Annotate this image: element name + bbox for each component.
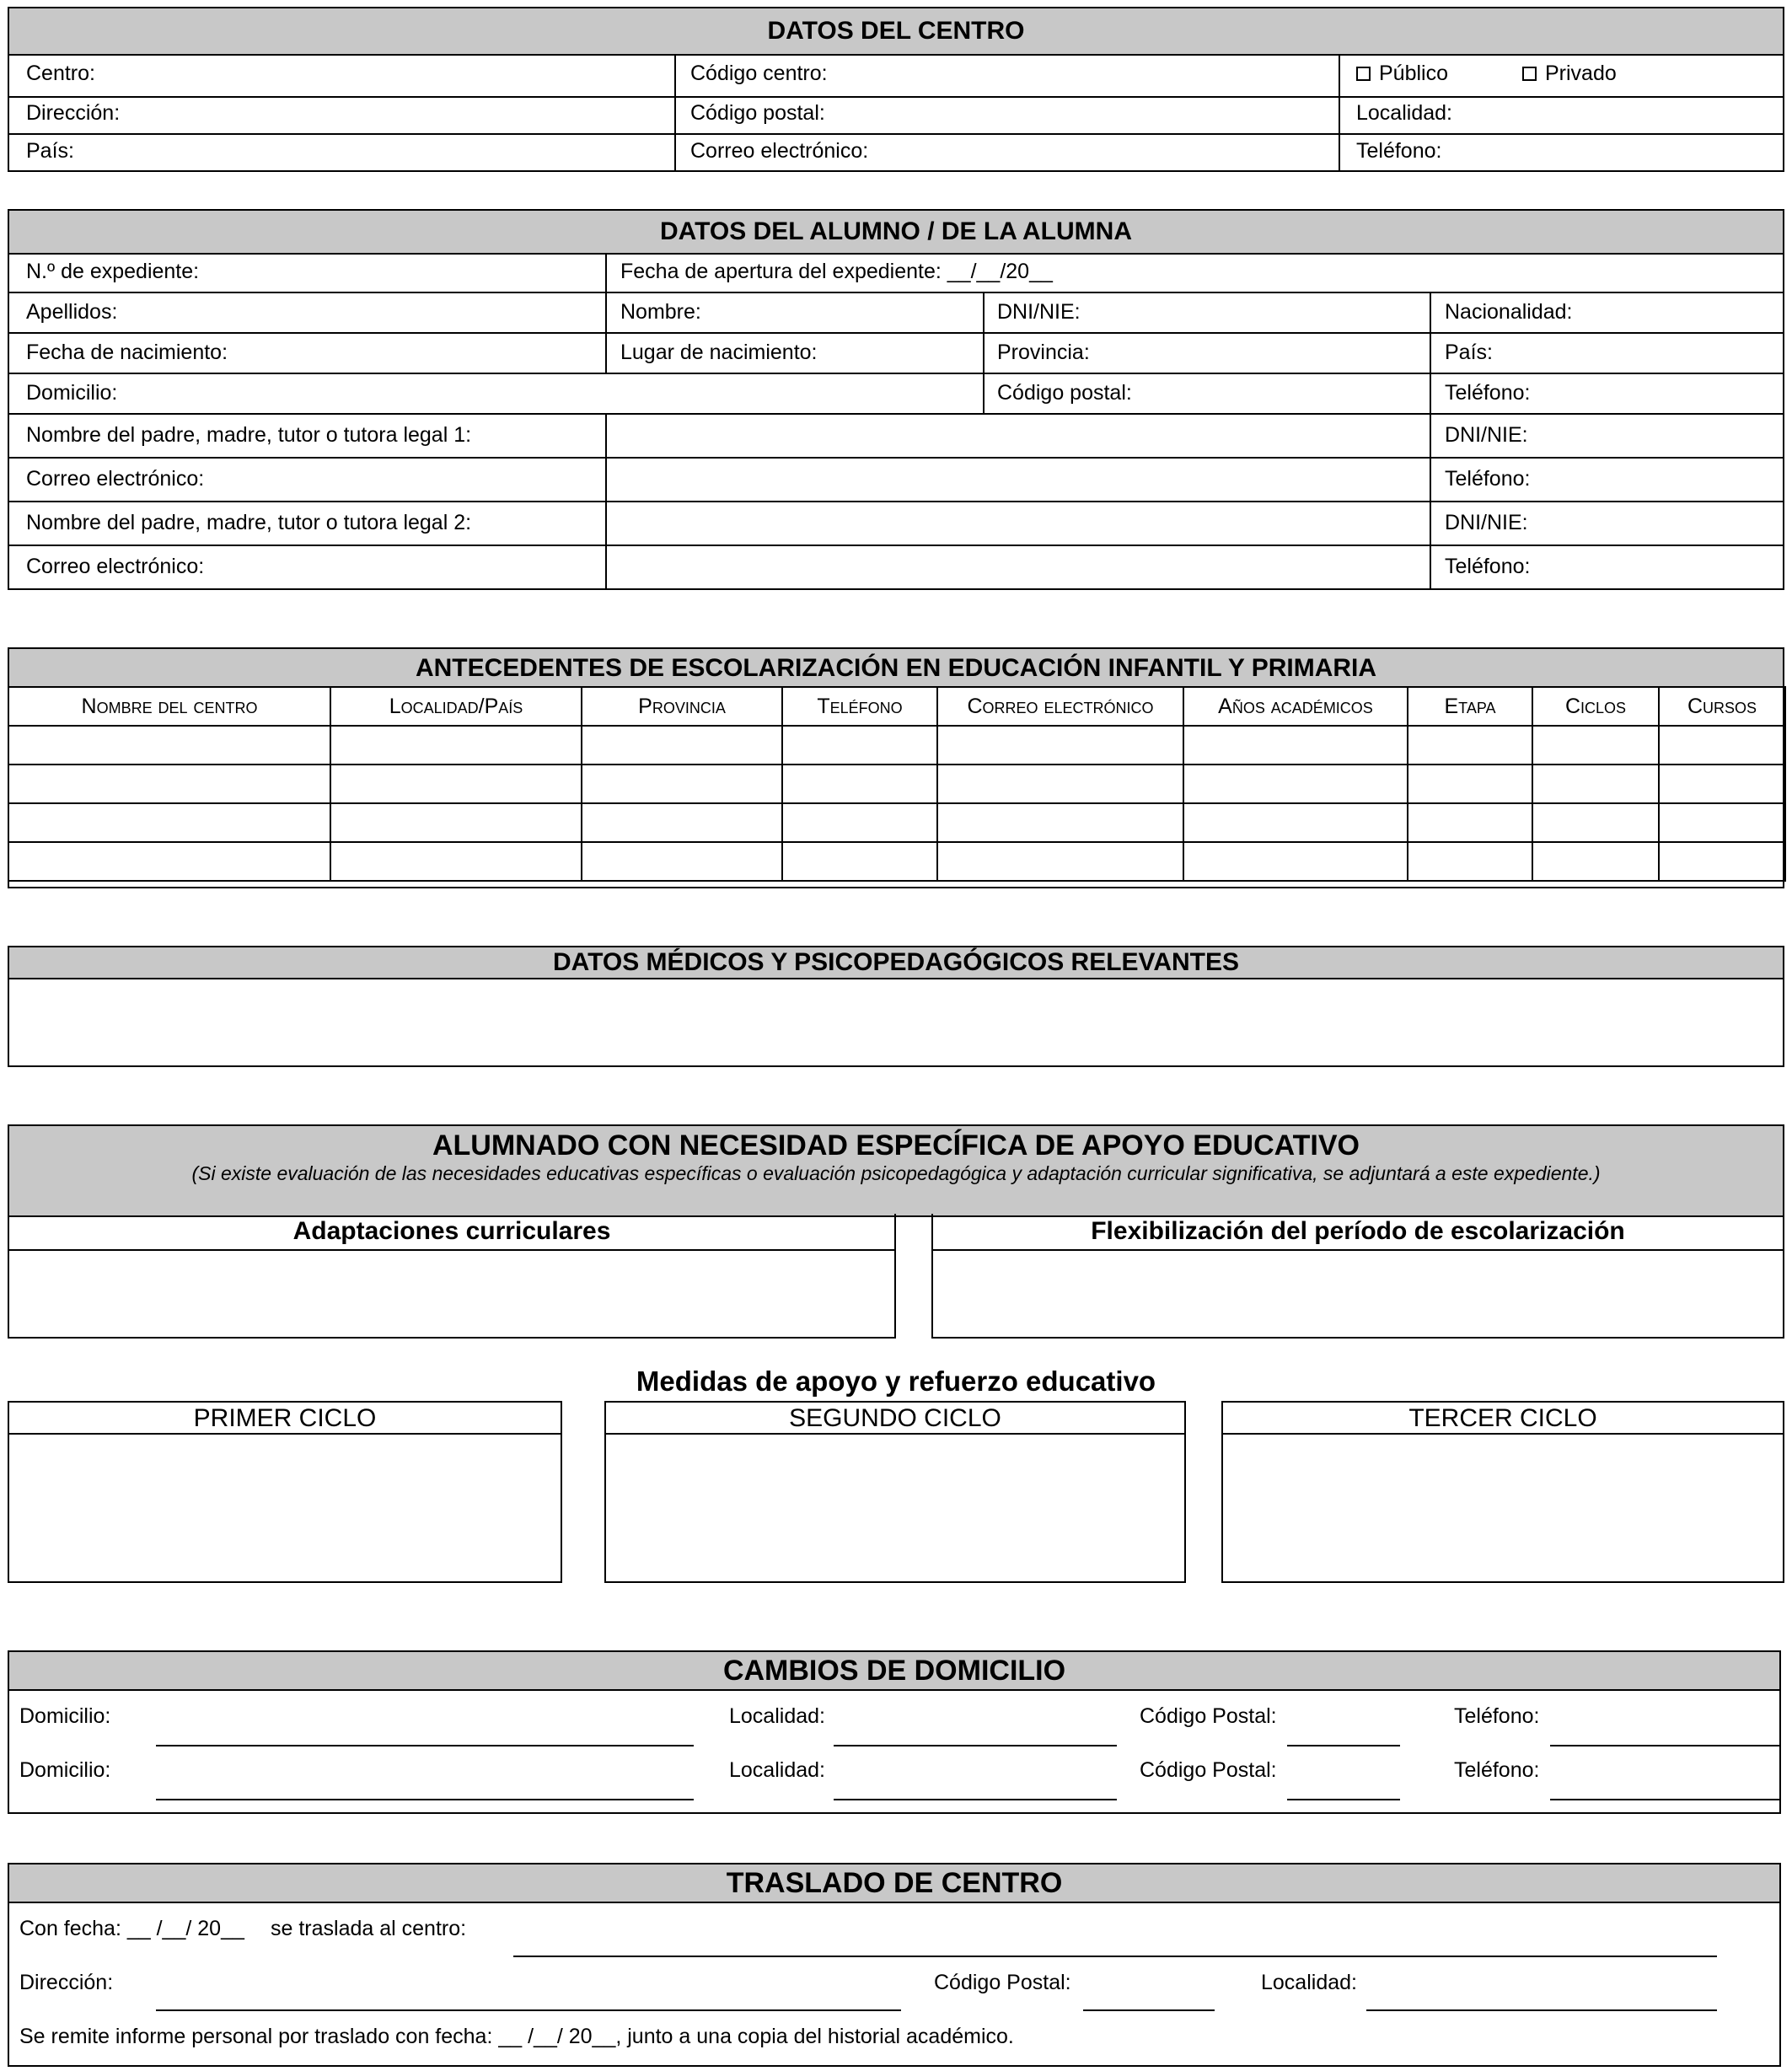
table-cell[interactable] — [782, 803, 937, 842]
nombre-label: Nombre: — [620, 300, 701, 324]
col-header: Provincia — [582, 687, 782, 726]
traslado-direccion-label: Dirección: — [19, 1971, 114, 1994]
centro-label: Centro: — [26, 62, 95, 85]
provincia-label: Provincia: — [997, 341, 1090, 364]
privado-checkbox[interactable]: Privado — [1522, 62, 1617, 86]
table-cell[interactable] — [1532, 842, 1659, 881]
telefono-label: Teléfono: — [1445, 381, 1531, 405]
codigo-centro-label: Código centro: — [690, 62, 828, 85]
antecedentes-section — [8, 647, 1784, 888]
table-cell[interactable] — [1408, 765, 1532, 803]
cp-label: Código postal: — [997, 381, 1132, 405]
table-cell[interactable] — [1408, 726, 1532, 765]
tutor1-correo-label: Correo electrónico: — [26, 467, 205, 491]
medicos-field[interactable] — [9, 979, 1783, 1067]
fecha-nacimiento-label: Fecha de nacimiento: — [26, 341, 228, 364]
direccion-label: Dirección: — [26, 101, 121, 125]
antecedentes-table — [8, 686, 1786, 882]
primer-ciclo-field[interactable] — [9, 1435, 561, 1583]
traslado-informe-text: Se remite informe personal por traslado con fecha: __ /__/ 20__, junto a una copia del historial académico. — [19, 2025, 1014, 2048]
nacionalidad-label: Nacionalidad: — [1445, 300, 1573, 324]
col-header: Años académicos — [1183, 687, 1408, 726]
tercer-ciclo-box — [1221, 1401, 1784, 1583]
flexibilizacion-box — [931, 1214, 1784, 1339]
traslado-direccion-field[interactable] — [156, 2009, 901, 2011]
table-cell[interactable] — [8, 842, 330, 881]
tercer-ciclo-field[interactable] — [1223, 1435, 1783, 1583]
flexibilizacion-title: Flexibilización del período de escolarización — [933, 1214, 1783, 1251]
medicos-title: DATOS MÉDICOS Y PSICOPEDAGÓGICOS RELEVANTES — [9, 947, 1783, 979]
segundo-ciclo-box — [604, 1401, 1186, 1583]
table-cell[interactable] — [1659, 803, 1785, 842]
cambio2-domicilio-field[interactable] — [156, 1799, 694, 1800]
cambio2-domicilio-label: Domicilio: — [19, 1758, 111, 1782]
table-cell[interactable] — [330, 842, 582, 881]
table-cell[interactable] — [1532, 803, 1659, 842]
table-cell[interactable] — [8, 765, 330, 803]
table-row — [8, 842, 1785, 881]
adaptaciones-box — [8, 1214, 896, 1339]
pais-label: País: — [1445, 341, 1493, 364]
table-cell[interactable] — [782, 726, 937, 765]
traslado-centro-field[interactable] — [513, 1956, 1717, 1957]
traslado-centro-label: se traslada al centro: — [271, 1917, 467, 1940]
table-cell[interactable] — [1532, 765, 1659, 803]
table-cell[interactable] — [1408, 842, 1532, 881]
cambio1-telefono-field[interactable] — [1550, 1745, 1781, 1746]
traslado-cp-label: Código Postal: — [934, 1971, 1071, 1994]
cambios-section — [8, 1650, 1781, 1814]
alumno-title: DATOS DEL ALUMNO / DE LA ALUMNA — [9, 211, 1783, 255]
tutor1-label: Nombre del padre, madre, tutor o tutora legal 1: — [26, 423, 472, 447]
cambio2-telefono-label: Teléfono: — [1454, 1758, 1540, 1782]
tutor1-dni-label: DNI/NIE: — [1445, 423, 1528, 447]
domicilio-label: Domicilio: — [26, 381, 118, 405]
checkbox-icon — [1522, 67, 1537, 81]
table-cell[interactable] — [582, 803, 782, 842]
table-cell[interactable] — [1183, 765, 1408, 803]
adaptaciones-title: Adaptaciones curriculares — [9, 1214, 894, 1251]
localidad-label: Localidad: — [1356, 101, 1452, 125]
table-cell[interactable] — [1183, 842, 1408, 881]
table-cell[interactable] — [937, 765, 1183, 803]
antecedentes-title: ANTECEDENTES DE ESCOLARIZACIÓN EN EDUCACIÓN INFANTIL Y PRIMARIA — [9, 649, 1783, 688]
tutor2-correo-label: Correo electrónico: — [26, 555, 205, 578]
table-cell[interactable] — [1183, 803, 1408, 842]
cambio1-domicilio-field[interactable] — [156, 1745, 694, 1746]
tutor2-telefono-label: Teléfono: — [1445, 555, 1531, 578]
col-header: Teléfono — [782, 687, 937, 726]
col-header: Ciclos — [1532, 687, 1659, 726]
cambio1-cp-label: Código Postal: — [1140, 1704, 1277, 1728]
expediente-label: N.º de expediente: — [26, 260, 200, 283]
neae-header-box — [8, 1124, 1784, 1217]
medicos-section — [8, 946, 1784, 1067]
cambio2-localidad-field[interactable] — [834, 1799, 1117, 1800]
traslado-localidad-field[interactable] — [1366, 2009, 1717, 2011]
antecedentes-header-row — [8, 687, 1785, 726]
table-cell[interactable] — [330, 726, 582, 765]
apertura-label: Fecha de apertura del expediente: __/__/20__ — [620, 260, 1053, 283]
tutor2-label: Nombre del padre, madre, tutor o tutora legal 2: — [26, 511, 472, 534]
segundo-ciclo-title: SEGUNDO CICLO — [606, 1403, 1184, 1435]
table-cell[interactable] — [582, 726, 782, 765]
table-cell[interactable] — [582, 765, 782, 803]
checkbox-icon — [1356, 67, 1371, 81]
table-cell[interactable] — [782, 765, 937, 803]
cambio2-cp-field[interactable] — [1287, 1799, 1400, 1800]
table-cell[interactable] — [330, 803, 582, 842]
cambios-title: CAMBIOS DE DOMICILIO — [9, 1652, 1779, 1691]
traslado-localidad-label: Localidad: — [1261, 1971, 1357, 1994]
col-header: Correo electrónico — [937, 687, 1183, 726]
traslado-title: TRASLADO DE CENTRO — [9, 1864, 1779, 1903]
traslado-cp-field[interactable] — [1083, 2009, 1215, 2011]
cp-label: Código postal: — [690, 101, 825, 125]
col-header: Localidad/País — [330, 687, 582, 726]
centro-section — [8, 7, 1784, 172]
lugar-nacimiento-label: Lugar de nacimiento: — [620, 341, 818, 364]
cambio1-cp-field[interactable] — [1287, 1745, 1400, 1746]
table-cell[interactable] — [1659, 842, 1785, 881]
table-cell[interactable] — [1532, 726, 1659, 765]
table-cell[interactable] — [937, 842, 1183, 881]
table-cell[interactable] — [1659, 726, 1785, 765]
medidas-title: Medidas de apoyo y refuerzo educativo — [636, 1365, 1156, 1397]
table-cell[interactable] — [1183, 726, 1408, 765]
primer-ciclo-title: PRIMER CICLO — [9, 1403, 561, 1435]
adaptaciones-field[interactable] — [9, 1251, 894, 1339]
cambio1-telefono-label: Teléfono: — [1454, 1704, 1540, 1728]
flexibilizacion-field[interactable] — [933, 1251, 1783, 1339]
table-cell[interactable] — [8, 726, 330, 765]
apellidos-label: Apellidos: — [26, 300, 118, 324]
telefono-label: Teléfono: — [1356, 139, 1442, 163]
neae-title: ALUMNADO CON NECESIDAD ESPECÍFICA DE APOYO EDUCATIVO — [432, 1129, 1360, 1162]
table-cell[interactable] — [937, 803, 1183, 842]
traslado-section — [8, 1863, 1781, 2067]
col-header: Cursos — [1659, 687, 1785, 726]
segundo-ciclo-field[interactable] — [606, 1435, 1184, 1583]
table-cell[interactable] — [582, 842, 782, 881]
table-cell[interactable] — [8, 803, 330, 842]
col-header: Etapa — [1408, 687, 1532, 726]
cambio1-localidad-label: Localidad: — [729, 1704, 825, 1728]
table-row — [8, 765, 1785, 803]
primer-ciclo-box — [8, 1401, 562, 1583]
cambio2-localidad-label: Localidad: — [729, 1758, 825, 1782]
table-cell[interactable] — [937, 726, 1183, 765]
table-cell[interactable] — [1659, 765, 1785, 803]
publico-checkbox[interactable]: Público — [1356, 62, 1448, 86]
table-cell[interactable] — [782, 842, 937, 881]
pais-label: País: — [26, 139, 74, 163]
table-row — [8, 726, 1785, 765]
table-cell[interactable] — [1408, 803, 1532, 842]
alumno-section — [8, 209, 1784, 590]
tutor2-dni-label: DNI/NIE: — [1445, 511, 1528, 534]
col-header: Nombre del centro — [8, 687, 330, 726]
tutor1-telefono-label: Teléfono: — [1445, 467, 1531, 491]
cambio2-telefono-field[interactable] — [1550, 1799, 1781, 1800]
neae-note: (Si existe evaluación de las necesidades educativas específicas o evaluación psicopedagógica y adaptación curricular significativa, se adjuntará a este expediente.) — [191, 1162, 1601, 1184]
cambio1-domicilio-label: Domicilio: — [19, 1704, 111, 1728]
traslado-fecha-label: Con fecha: __ /__/ 20__ — [19, 1917, 244, 1940]
cambio2-cp-label: Código Postal: — [1140, 1758, 1277, 1782]
cambio1-localidad-field[interactable] — [834, 1745, 1117, 1746]
table-cell[interactable] — [330, 765, 582, 803]
dni-label: DNI/NIE: — [997, 300, 1081, 324]
tercer-ciclo-title: TERCER CICLO — [1223, 1403, 1783, 1435]
table-row — [8, 803, 1785, 842]
centro-title: DATOS DEL CENTRO — [9, 8, 1783, 56]
correo-label: Correo electrónico: — [690, 139, 869, 163]
